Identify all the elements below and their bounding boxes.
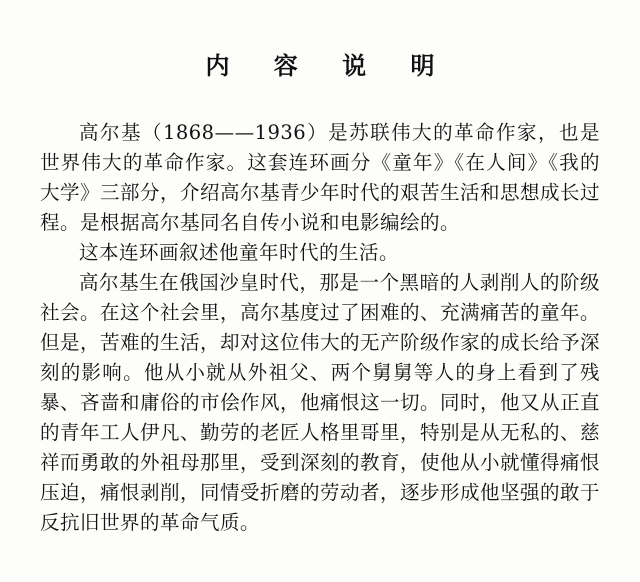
- paragraph-intro: 高尔基（1868——1936）是苏联伟大的革命作家，也是世界伟大的革命作家。这套连环画分《童年》《在人间》《我的大学》三部分，介绍高尔基青少年时代的艰苦生活和思想成长过程。是根据高尔基同名自传小说和电影编绘的。: [40, 121, 601, 234]
- document-body: [40, 118, 600, 538]
- paragraph-summary: 这本连环画叙述他童年时代的生活。: [79, 241, 400, 264]
- paragraph-background: 高尔基生在俄国沙皇时代，那是一个黑暗的人剥削人的阶级社会。在这个社会里，高尔基度过了困难的、充满痛苦的童年。但是，苦难的生活，却对这位伟大的无产阶级作家的成长给予深刻的影响。他从小就从外祖父、两个舅舅等人的身上看到了残暴、吝啬和庸俗的市侩作风，他痛恨这一切。同时，他又从正直的青年工人伊凡、勤劳的老匠人格里哥里，特别是从无私的、慈祥而勇敢的外祖母那里，受到深刻的教育，使他从小就懂得痛恨压迫，痛恨剥削，同情受折磨的劳动者，逐步形成他坚强的敢于反抗旧世界的革命气质。: [40, 271, 601, 534]
- page-title: 内 容 说 明: [205, 51, 453, 80]
